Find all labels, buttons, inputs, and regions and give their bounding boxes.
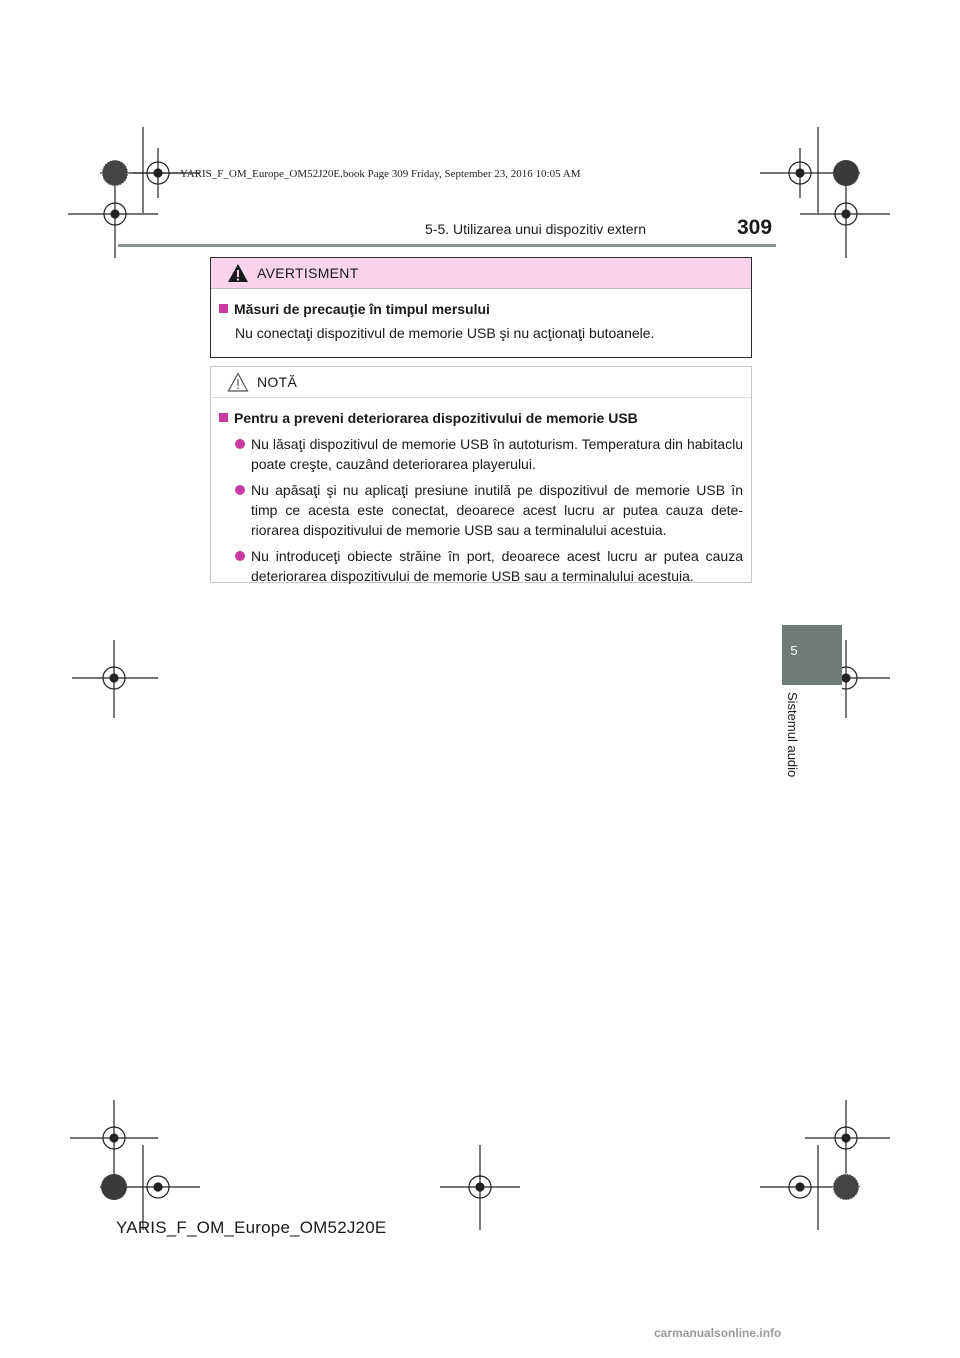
warning-header	[211, 258, 751, 289]
warning-triangle-icon	[227, 263, 249, 283]
solid-disk-mark-icon	[833, 160, 859, 186]
round-bullet-icon	[235, 485, 245, 495]
warning-heading-text: Măsuri de precauţie în timpul mersului	[234, 301, 490, 317]
note-title: NOTĂ	[257, 374, 298, 390]
note-heading-text: Pentru a preveni deteriorarea dispozitivului de memorie USB	[234, 410, 638, 426]
watermark: carmanualsonline.info	[654, 1326, 782, 1340]
section-title: 5-5. Utilizarea unui dispozitiv extern	[425, 221, 646, 237]
list-item-text: Nu lăsaţi dispozitivul de memorie USB în autoturism. Temperatura din habitaclu poate creşte, cauzând deteriorarea playerului.	[251, 436, 743, 472]
list-item-text: Nu introduceţi obiecte străine în port, deoarece acest lucru ar putea cauza deteriorarea dispozitivului de memorie USB sau a terminalului acestuia.	[251, 548, 743, 584]
starburst-mark-icon	[102, 160, 128, 186]
list-item	[219, 434, 743, 474]
print-header: YARIS_F_OM_Europe_OM52J20E.book Page 309 Friday, September 23, 2016 10:05 AM	[180, 168, 581, 180]
starburst-mark-icon	[833, 1174, 859, 1200]
warning-box	[210, 257, 752, 358]
chapter-label	[780, 692, 808, 792]
list-item-text: Nu apăsaţi şi nu aplicaţi presiune inutilă pe dispozitivul de memorie USB în timp ce acesta este conectat, deoarece acest lucru ar putea cauza dete-riorarea dispozitivului de memorie USB sau a terminalului acestuia.	[251, 482, 743, 538]
note-header	[211, 367, 751, 398]
header-rule	[118, 244, 776, 247]
caution-triangle-icon	[227, 372, 249, 392]
page-number: 309	[737, 216, 773, 239]
list-item	[219, 546, 743, 586]
round-bullet-icon	[235, 551, 245, 561]
warning-title: AVERTISMENT	[257, 265, 359, 281]
note-heading	[219, 408, 743, 428]
warning-heading	[219, 299, 743, 319]
registration-target-icon	[440, 1145, 520, 1230]
footer-doc-id: YARIS_F_OM_Europe_OM52J20E	[116, 1218, 387, 1237]
square-bullet-icon	[219, 413, 228, 422]
warning-text: Nu conectaţi dispozitivul de memorie USB şi nu acţionaţi butoanele.	[235, 325, 655, 341]
list-item	[219, 480, 743, 540]
registration-target-icon	[70, 1100, 158, 1180]
chapter-number: 5	[790, 643, 798, 658]
chapter-label-text: Sistemul audio	[785, 692, 800, 778]
round-bullet-icon	[235, 439, 245, 449]
note-box	[210, 366, 752, 583]
solid-disk-mark-icon	[101, 1174, 127, 1200]
square-bullet-icon	[219, 304, 228, 313]
registration-target-icon	[72, 640, 158, 718]
